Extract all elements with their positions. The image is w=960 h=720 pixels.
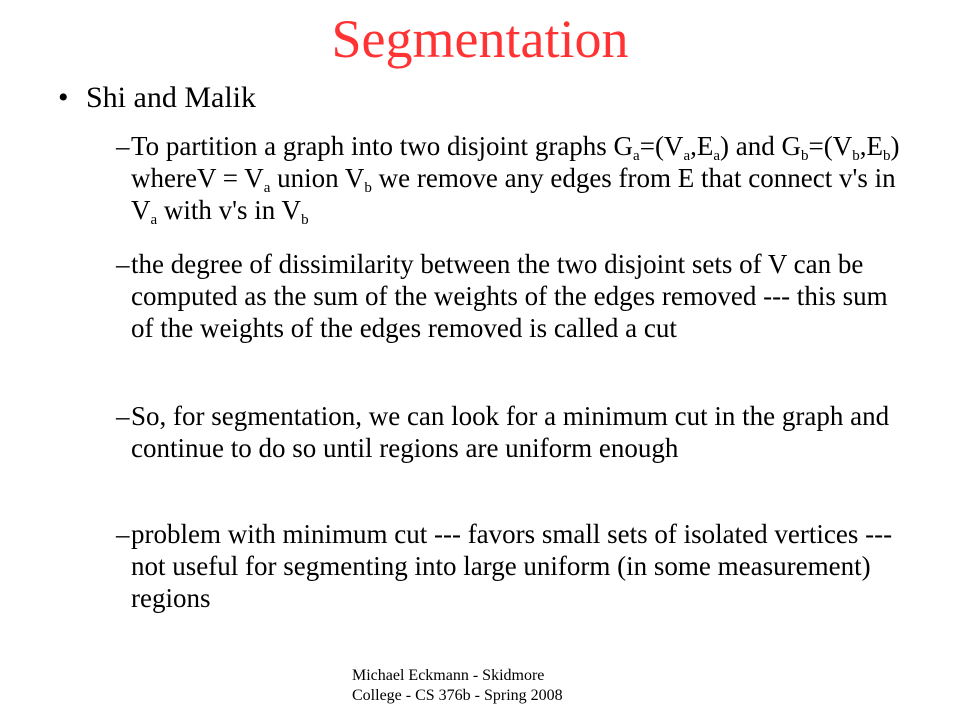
text-segment: ,E	[859, 131, 883, 161]
text-segment: =(V	[639, 131, 684, 161]
sub-item-problem	[116, 518, 906, 614]
subscript: a	[713, 148, 721, 164]
subscript: b	[852, 148, 860, 164]
text-segment: with v's in V	[157, 195, 302, 225]
footer-line: College - CS 376b - Spring 2008	[352, 687, 563, 704]
dash-marker: –	[116, 131, 130, 161]
subscript: a	[633, 148, 640, 164]
sub-item-partition	[116, 130, 906, 226]
slide-title: Segmentation	[331, 9, 629, 69]
subscript: a	[683, 148, 691, 164]
subscript: a	[263, 180, 271, 196]
subscript: b	[301, 212, 309, 228]
sub-item-text: problem with minimum cut --- favors small sets of isolated vertices --- not useful for segmenting into large uniform (in some measurement) regions	[131, 519, 893, 613]
sub-item-text	[131, 130, 906, 226]
text-segment: =(V	[808, 131, 853, 161]
footer	[352, 666, 563, 706]
text-segment: To partition a graph into two disjoint graphs G	[131, 131, 634, 161]
bullet-symbol: •	[58, 81, 69, 114]
bullet-text: Shi and Malik	[86, 81, 256, 114]
sub-item-text: the degree of dissimilarity between the two disjoint sets of V can be computed as the sum of the weights of the edges removed --- this sum of the weights of the edges removed is called a cut	[131, 249, 888, 343]
subscript: a	[150, 212, 158, 228]
dash-marker: –	[116, 401, 130, 431]
subscript: b	[801, 148, 809, 164]
dash-marker: –	[116, 249, 130, 279]
sub-item-dissimilarity	[116, 248, 906, 344]
subscript: b	[364, 180, 372, 196]
bullet-item	[58, 80, 256, 116]
text-segment: ) whereV = V	[131, 131, 900, 193]
subscript: b	[882, 148, 891, 164]
sub-item-minimum-cut	[116, 400, 906, 464]
dash-marker: –	[116, 519, 130, 549]
text-segment: union V	[270, 163, 365, 193]
sub-item-text: So, for segmentation, we can look for a minimum cut in the graph and continue to do so until regions are uniform enough	[131, 401, 890, 463]
footer-line: Michael Eckmann - Skidmore	[352, 667, 545, 684]
text-segment: we remove any edges from E that connect v's in V	[131, 163, 896, 225]
text-segment: ,E	[690, 131, 714, 161]
text-segment: ) and G	[720, 131, 802, 161]
